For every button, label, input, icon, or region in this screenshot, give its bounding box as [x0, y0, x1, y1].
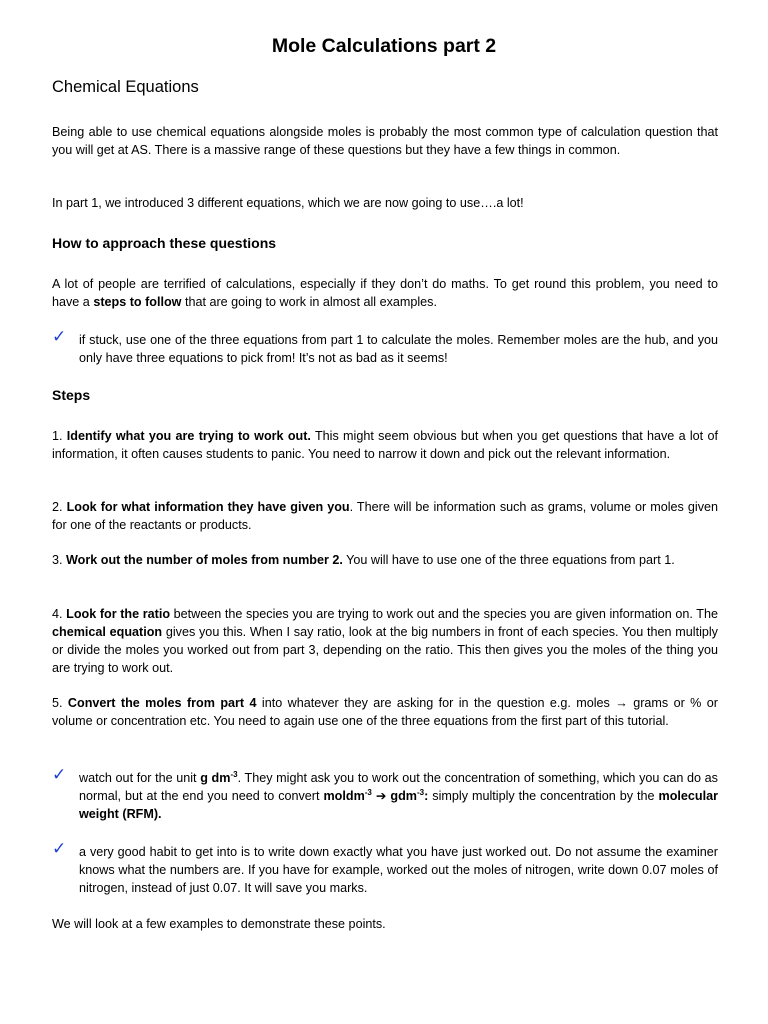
step-text: This might seem obvious but when you get questions that have a lot of information, it often causes students to panic. You need to narrow it down and pick out the relevant information. [52, 429, 718, 461]
tip-stuck-text: if stuck, use one of the three equations from part 1 to calculate the moles. Remember moles are the hub, and you only have three equations to pick from! It’s not as bad as it seems! [79, 333, 718, 365]
step-title: Work out the number of moles from number 2. [66, 553, 343, 567]
step-text: into whatever they are asking for in the question e.g. moles [256, 696, 616, 710]
intro-paragraph-1: Being able to use chemical equations alongside moles is probably the most common type of calculation question that you will get at AS. There is a massive range of these questions but they have a few things in common. [52, 125, 718, 157]
step-number: 1. [52, 429, 67, 443]
approach-text: A lot of people are terrified of calculations, especially if they don’t do maths. To get round this problem, you need to have a [52, 277, 718, 309]
unit-superscript: -3 [417, 788, 425, 797]
steps-heading: Steps [52, 387, 91, 403]
approach-text-end: that are going to work in almost all examples. [181, 295, 437, 309]
closing-paragraph: We will look at a few examples to demonstrate these points. [52, 917, 386, 931]
approach-heading: How to approach these questions [52, 235, 277, 251]
tip-text: simply multiply the concentration by the [428, 789, 659, 803]
check-icon: ✓ [52, 839, 67, 859]
tip-text: . They might ask you to work out the concentration of something, which you can do as normal, but at the end you need to convert [79, 771, 718, 803]
section-heading: Chemical Equations [52, 78, 199, 96]
step-number: 5. [52, 696, 68, 710]
step-text-end: gives you this. When I say ratio, look at the big numbers in front of each species. You then multiply or divide the moles you worked out from part 3, depending on the ratio. This then gives you the moles of the thing you are trying to work out. [52, 625, 718, 675]
unit-superscript: -3 [364, 788, 372, 797]
step-5 [52, 694, 718, 730]
step-4 [52, 605, 718, 677]
check-icon: ✓ [52, 765, 67, 785]
approach-paragraph [52, 275, 718, 311]
unit-superscript: -3 [230, 770, 238, 779]
step-text: You will have to use one of the three equations from part 1. [342, 553, 675, 567]
unit-text: moldm [323, 789, 365, 803]
step-number: 3. [52, 553, 67, 567]
check-icon: ✓ [52, 327, 67, 347]
unit-text: g dm [200, 771, 231, 785]
arrow-icon: ➔ [371, 789, 391, 803]
step-title: Look for what information they have given you [66, 500, 350, 514]
step-text: between the species you are trying to work out and the species you are given information on. The [170, 607, 718, 621]
step-title: Convert the moles from part 4 [67, 696, 257, 710]
step-bold-term: chemical equation [52, 625, 163, 639]
step-text: . There will be information such as grams, volume or moles given for one of the reactants or products. [52, 500, 718, 532]
arrow-icon: → [615, 696, 628, 710]
tip-text: watch out for the unit [79, 771, 201, 785]
intro-paragraph-2: In part 1, we introduced 3 different equations, which we are now going to use….a lot! [52, 196, 524, 210]
step-text-end: grams or % or volume or concentration etc. You need to again use one of the three equations from the first part of this tutorial. [52, 696, 718, 728]
unit-text: gdm [390, 789, 417, 803]
step-3 [52, 551, 718, 569]
page-title: Mole Calculations part 2 [271, 35, 497, 57]
step-2 [52, 498, 718, 534]
tip-habit-text: a very good habit to get into is to write down exactly what you have just worked out. Do not assume the examiner knows what the numbers are. If you have for example, worked out the moles of nitrogen, write down 0.07 moles of nitrogen, instead of just 0.07. It will save you marks. [79, 845, 718, 895]
unit-colon: : [424, 789, 429, 803]
step-title: Look for the ratio [66, 607, 171, 621]
step-title: Identify what you are trying to work out. [66, 429, 311, 443]
approach-bold-text: steps to follow [93, 295, 182, 309]
tip-units-text [79, 769, 718, 823]
step-number: 2. [52, 500, 67, 514]
tip-bold-term: molecular weight (RFM). [79, 789, 718, 821]
step-number: 4. [52, 607, 67, 621]
step-1 [52, 427, 718, 463]
